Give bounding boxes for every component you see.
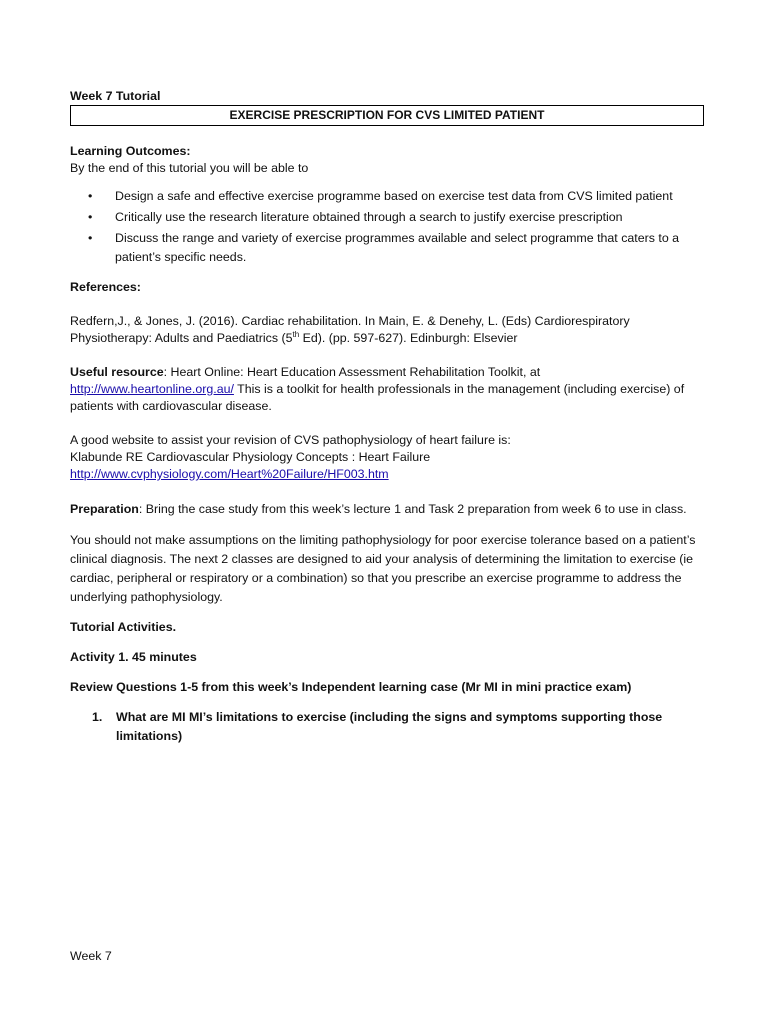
question-text: What are MI MI’s limitations to exercise (including the signs and symptoms supporting those limitations) bbox=[116, 710, 663, 743]
cvphysiology-link[interactable]: http://www.cvphysiology.com/Heart%20Failure/HF003.htm bbox=[70, 467, 389, 481]
list-item bbox=[70, 187, 704, 206]
preparation-label: Preparation bbox=[70, 502, 139, 516]
website-source: Klabunde RE Cardiovascular Physiology Concepts : Heart Failure bbox=[70, 450, 431, 464]
assumptions-paragraph: You should not make assumptions on the limiting pathophysiology for poor exercise tolerance based on a patient’s clinical diagnosis. The next 2 classes are designed to aid your analysis of determining the limitation to exercise (ie cardiac, peripheral or respiratory or a combination) so that you prescribe an exercise programme to address the underlying pathophysiology. bbox=[70, 533, 696, 604]
review-questions: Review Questions 1-5 from this week’s Independent learning case (Mr MI in mini practice exam) bbox=[70, 680, 632, 694]
list-item-text: Design a safe and effective exercise programme based on exercise test data from CVS limited patient bbox=[115, 189, 673, 203]
list-item bbox=[70, 208, 704, 227]
question-number: 1. bbox=[92, 710, 103, 724]
website-intro: A good website to assist your revision of CVS pathophysiology of heart failure is: bbox=[70, 433, 511, 447]
reference-citation: Redfern,J., & Jones, J. (2016). Cardiac rehabilitation. In Main, E. & Denehy, L. (Eds) Cardiorespiratory Physiotherapy: Adults and Paediatrics (5th Ed). (pp. 597-627). Edinburgh: Elsevier bbox=[70, 314, 630, 345]
week-heading: Week 7 Tutorial bbox=[70, 89, 161, 103]
references-heading: References: bbox=[70, 280, 141, 294]
list-item bbox=[70, 229, 704, 267]
bullet-icon: • bbox=[88, 231, 93, 245]
document-title: EXERCISE PRESCRIPTION FOR CVS LIMITED PATIENT bbox=[70, 105, 704, 126]
page-footer: Week 7 bbox=[70, 949, 112, 963]
bullet-icon: • bbox=[88, 210, 93, 224]
preparation: Preparation: Bring the case study from this week’s lecture 1 and Task 2 preparation from week 6 to use in class. bbox=[70, 502, 687, 516]
tutorial-activities-heading: Tutorial Activities. bbox=[70, 620, 177, 634]
bullet-icon: • bbox=[88, 189, 93, 203]
activity-1-heading: Activity 1. 45 minutes bbox=[70, 650, 197, 664]
learning-outcomes-list bbox=[70, 187, 704, 267]
heartonline-link[interactable]: http://www.heartonline.org.au/ bbox=[70, 382, 234, 396]
learning-outcomes-intro: By the end of this tutorial you will be able to bbox=[70, 161, 309, 175]
learning-outcomes-heading: Learning Outcomes: bbox=[70, 144, 191, 158]
useful-resource-label: Useful resource bbox=[70, 365, 164, 379]
questions-list bbox=[70, 708, 704, 746]
list-item-text: Critically use the research literature obtained through a search to justify exercise prescription bbox=[115, 210, 623, 224]
list-item-text: Discuss the range and variety of exercise programmes available and select programme that caters to a patient’s specific needs. bbox=[115, 231, 680, 264]
list-item bbox=[70, 708, 704, 746]
document-page bbox=[70, 88, 704, 746]
useful-resource: Useful resource: Heart Online: Heart Education Assessment Rehabilitation Toolkit, at http://www.heartonline.org.au/ This is a toolkit for health professionals in the management (including exercise) of patients with cardiovascular disease. bbox=[70, 365, 685, 413]
